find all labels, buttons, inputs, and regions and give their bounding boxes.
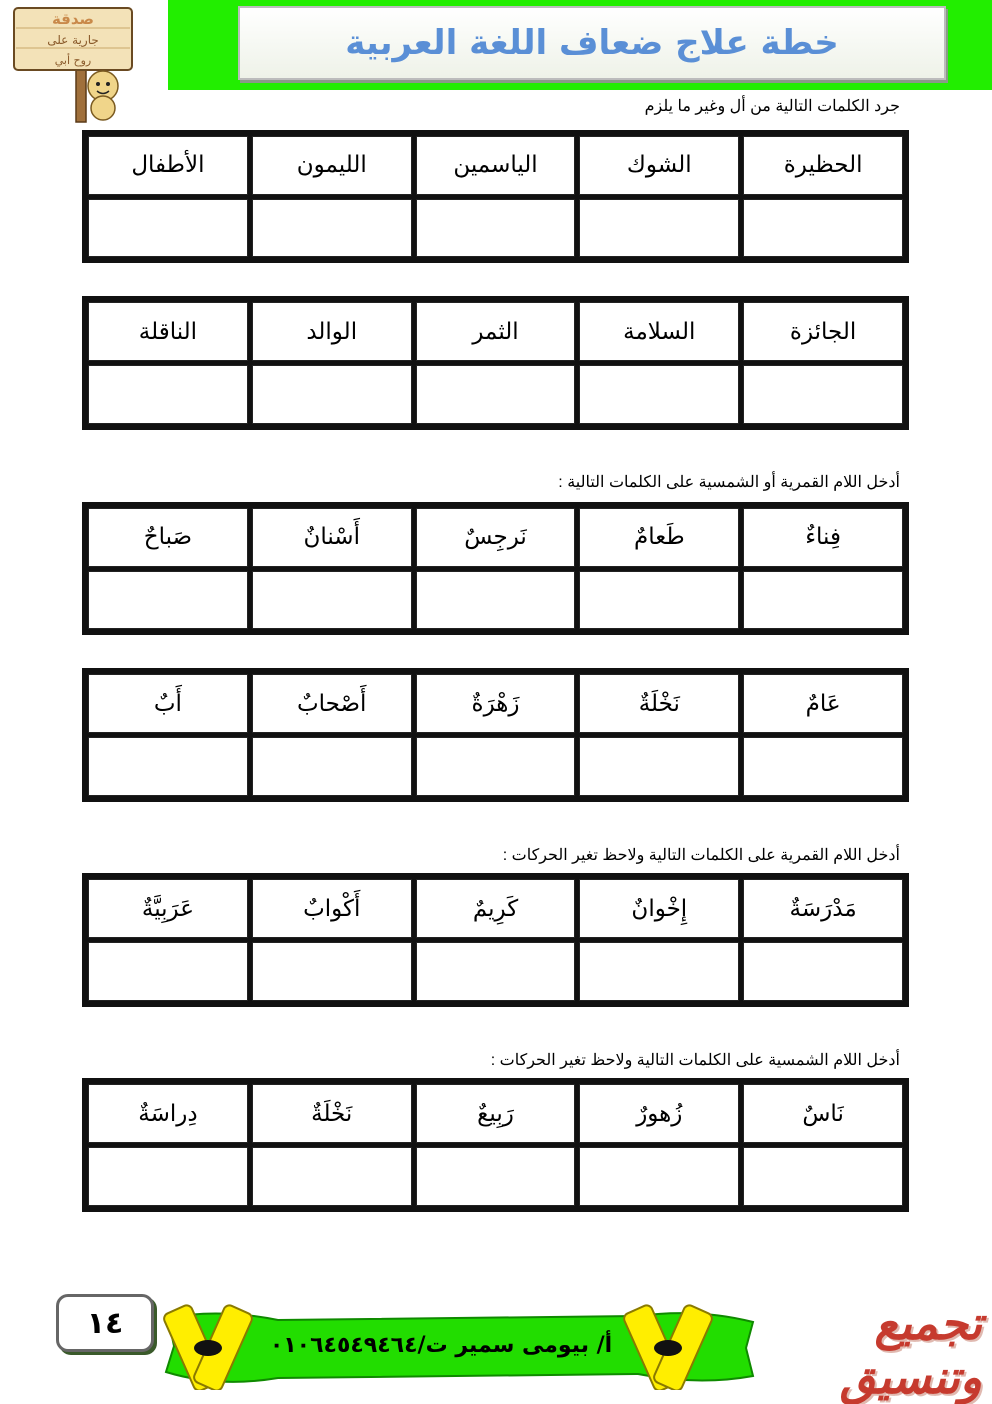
word-cell: أَكْوابٌ: [252, 879, 412, 938]
instruction-3: أدخل اللام القمرية على الكلمات التالية ولاحظ تغير الحركات :: [502, 847, 900, 864]
word-cell: نَخْلَةٌ: [579, 674, 739, 733]
title-box: [238, 6, 946, 80]
word-cell: الثمر: [416, 302, 576, 361]
word-cell: عَرَبِيَّةٌ: [88, 879, 248, 938]
word-table-2: [82, 296, 909, 430]
answer-cell[interactable]: [579, 942, 739, 1001]
word-cell: نَاسٌ: [743, 1084, 903, 1143]
word-cell: نَرجِسٌ: [416, 508, 576, 567]
answer-cell[interactable]: [252, 942, 412, 1001]
word-cell: فِناءٌ: [743, 508, 903, 567]
word-cell: عَامٌ: [743, 674, 903, 733]
answer-cell[interactable]: [252, 737, 412, 796]
answer-cell[interactable]: [252, 199, 412, 258]
instruction-4: أدخل اللام الشمسية على الكلمات التالية ولاحظ تغير الحركات :: [490, 1052, 900, 1069]
signature: تجميع وتنسيق: [839, 1296, 982, 1404]
word-cell: الجائزة: [743, 302, 903, 361]
page-number: ١٤: [56, 1294, 154, 1352]
answer-cell[interactable]: [743, 737, 903, 796]
word-cell: صَباحٌ: [88, 508, 248, 567]
word-cell: طَعامٌ: [579, 508, 739, 567]
answer-cell[interactable]: [252, 365, 412, 424]
answer-cell[interactable]: [579, 199, 739, 258]
word-cell: الأطفال: [88, 136, 248, 195]
answer-cell[interactable]: [88, 365, 248, 424]
word-cell: الياسمين: [416, 136, 576, 195]
word-cell: الوالد: [252, 302, 412, 361]
word-cell: الناقلة: [88, 302, 248, 361]
instruction-1: جرد الكلمات التالية من أل وغير ما يلزم: [644, 98, 900, 115]
word-cell: الليمون: [252, 136, 412, 195]
answer-cell[interactable]: [252, 571, 412, 630]
answer-cell[interactable]: [416, 1147, 576, 1206]
word-table-4: [82, 668, 909, 802]
answer-cell[interactable]: [88, 199, 248, 258]
answer-cell[interactable]: [743, 942, 903, 1001]
word-cell: زَهْرَةٌ: [416, 674, 576, 733]
answer-cell[interactable]: [88, 942, 248, 1001]
word-table-1: [82, 130, 909, 263]
word-cell: مَدْرَسَةٌ: [743, 879, 903, 938]
word-cell: أَسْنانٌ: [252, 508, 412, 567]
word-table-3: [82, 502, 909, 635]
answer-cell[interactable]: [579, 737, 739, 796]
svg-text:روح أبي: روح أبي: [54, 54, 92, 67]
answer-cell[interactable]: [743, 1147, 903, 1206]
word-cell: الشوك: [579, 136, 739, 195]
answer-cell[interactable]: [88, 737, 248, 796]
answer-cell[interactable]: [579, 1147, 739, 1206]
answer-cell[interactable]: [416, 365, 576, 424]
word-cell: الحظيرة: [743, 136, 903, 195]
page-title: خطة علاج ضعاف اللغة العربية: [345, 23, 839, 63]
word-cell: كَرِيمٌ: [416, 879, 576, 938]
word-cell: زُهورٌ: [579, 1084, 739, 1143]
answer-cell[interactable]: [579, 365, 739, 424]
instruction-2: أدخل اللام القمرية أو الشمسية على الكلمات التالية :: [558, 474, 900, 491]
word-cell: رَبِيعٌ: [416, 1084, 576, 1143]
answer-cell[interactable]: [743, 199, 903, 258]
word-table-5: [82, 873, 909, 1007]
answer-cell[interactable]: [416, 199, 576, 258]
word-table-6: [82, 1078, 909, 1212]
word-cell: دِراسَةٌ: [88, 1084, 248, 1143]
word-cell: أَصْحابٌ: [252, 674, 412, 733]
answer-cell[interactable]: [743, 365, 903, 424]
svg-text:صدقة: صدقة: [51, 10, 95, 28]
charity-sign-logo: [8, 4, 138, 124]
svg-text:جارية على: جارية على: [47, 33, 99, 47]
answer-cell[interactable]: [88, 1147, 248, 1206]
answer-cell[interactable]: [416, 942, 576, 1001]
answer-cell[interactable]: [88, 571, 248, 630]
answer-cell[interactable]: [416, 571, 576, 630]
word-cell: إِخْوانٌ: [579, 879, 739, 938]
answer-cell[interactable]: [579, 571, 739, 630]
word-cell: أَبٌ: [88, 674, 248, 733]
answer-cell[interactable]: [416, 737, 576, 796]
credit-text: أ/ بيومى سمير ت/٠١٠٦٤٥٤٩٤٦٤: [269, 1332, 613, 1358]
word-cell: السلامة: [579, 302, 739, 361]
answer-cell[interactable]: [743, 571, 903, 630]
answer-cell[interactable]: [252, 1147, 412, 1206]
word-cell: نَخْلَةٌ: [252, 1084, 412, 1143]
